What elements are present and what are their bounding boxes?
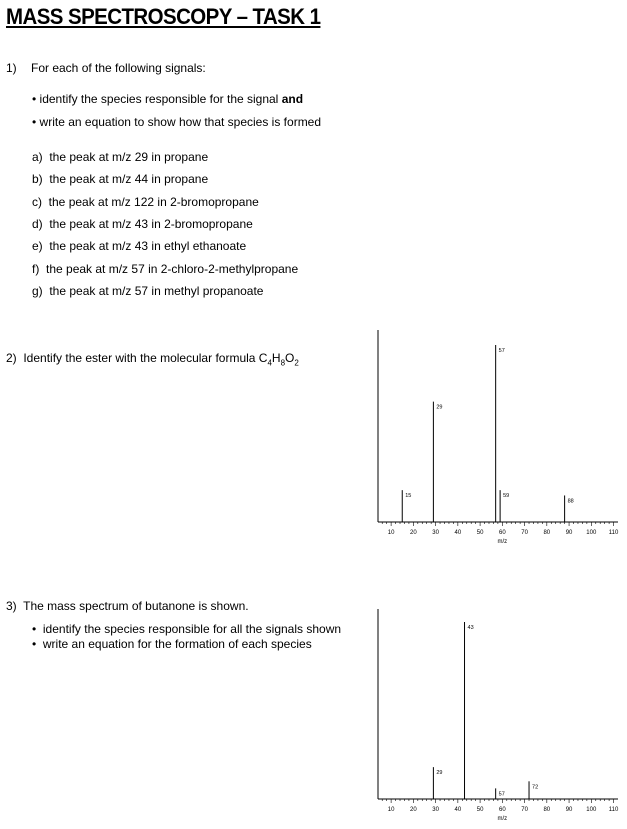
bullet-icon: •	[32, 637, 37, 651]
ester-mass-spectrum	[370, 330, 620, 555]
peak-label-29: 29	[436, 770, 443, 777]
x-tick-label: 40	[454, 807, 462, 813]
q1-part-c: c) the peak at m/z 122 in 2-bromopropane	[32, 195, 259, 209]
x-tick-label: 60	[498, 807, 506, 813]
x-tick-label: 70	[521, 807, 528, 813]
bullet-icon: •	[32, 622, 37, 636]
peak-label-72: 72	[532, 784, 539, 791]
q3-number: 3)	[6, 599, 17, 613]
q1-part-f: f) the peak at m/z 57 in 2-chloro-2-methylpropane	[32, 262, 299, 276]
q1-part-b: b) the peak at m/z 44 in propane	[32, 172, 209, 186]
x-tick-label: 50	[476, 530, 484, 536]
q1-number: 1)	[6, 61, 17, 75]
x-tick-label: 80	[543, 807, 551, 813]
q1-part-e: e) the peak at m/z 43 in ethyl ethanoate	[32, 239, 247, 253]
x-tick-label: 50	[476, 807, 484, 813]
bullet-icon: •	[32, 92, 37, 106]
q1-part-d: d) the peak at m/z 43 in 2-bromopropane	[32, 217, 253, 231]
x-tick-label: 10	[387, 807, 395, 813]
peak-label-29: 29	[436, 404, 443, 411]
x-axis-label: m/z	[497, 816, 508, 822]
x-tick-label: 100	[586, 807, 597, 813]
q1-bullet-1: • identify the species responsible for the signal and	[32, 92, 304, 106]
x-tick-label: 110	[608, 807, 619, 813]
q2-number: 2)	[6, 351, 17, 365]
peak-label-57: 57	[498, 348, 505, 354]
x-tick-label: 90	[565, 530, 573, 536]
peak-label-88: 88	[567, 498, 574, 505]
q2-question	[6, 351, 299, 367]
q3-bullet-2: • write an equation for the formation of each species	[32, 637, 312, 651]
x-tick-label: 20	[410, 807, 417, 813]
x-tick-label: 10	[387, 530, 395, 536]
x-axis-label: m/z	[497, 539, 508, 545]
peak-label-43: 43	[467, 625, 474, 631]
q1-part-a: a) the peak at m/z 29 in propane	[32, 150, 209, 164]
x-tick-label: 90	[565, 807, 573, 813]
q1-part-g: g) the peak at m/z 57 in methyl propanoate	[32, 284, 264, 298]
peak-label-57: 57	[498, 791, 505, 798]
q3-bullet-1: • identify the species responsible for all the signals shown	[32, 622, 342, 636]
x-tick-label: 40	[454, 530, 462, 536]
butanone-mass-spectrum	[370, 605, 620, 827]
molecular-formula: $C_4H_8O_2$	[258, 351, 299, 368]
q1-bullet-2: • write an equation to show how that species is formed	[32, 115, 322, 129]
bullet-icon: •	[32, 115, 37, 129]
q3-text: The mass spectrum of butanone is shown.	[23, 599, 249, 613]
peak-label-59: 59	[503, 493, 510, 500]
x-tick-label: 100	[586, 530, 597, 536]
q2-text: Identify the ester with the molecular formula	[23, 351, 259, 365]
x-tick-label: 60	[498, 530, 506, 536]
x-tick-label: 30	[432, 807, 439, 813]
x-tick-label: 110	[608, 530, 619, 536]
x-tick-label: 70	[521, 530, 528, 536]
x-tick-label: 30	[432, 530, 439, 536]
peak-label-15: 15	[405, 493, 412, 500]
q3-question	[6, 599, 249, 613]
x-tick-label: 20	[410, 530, 417, 536]
page-title: MASS SPECTROSCOPY – TASK 1	[6, 4, 321, 29]
q1-intro: For each of the following signals:	[31, 61, 206, 75]
x-tick-label: 80	[543, 530, 551, 536]
